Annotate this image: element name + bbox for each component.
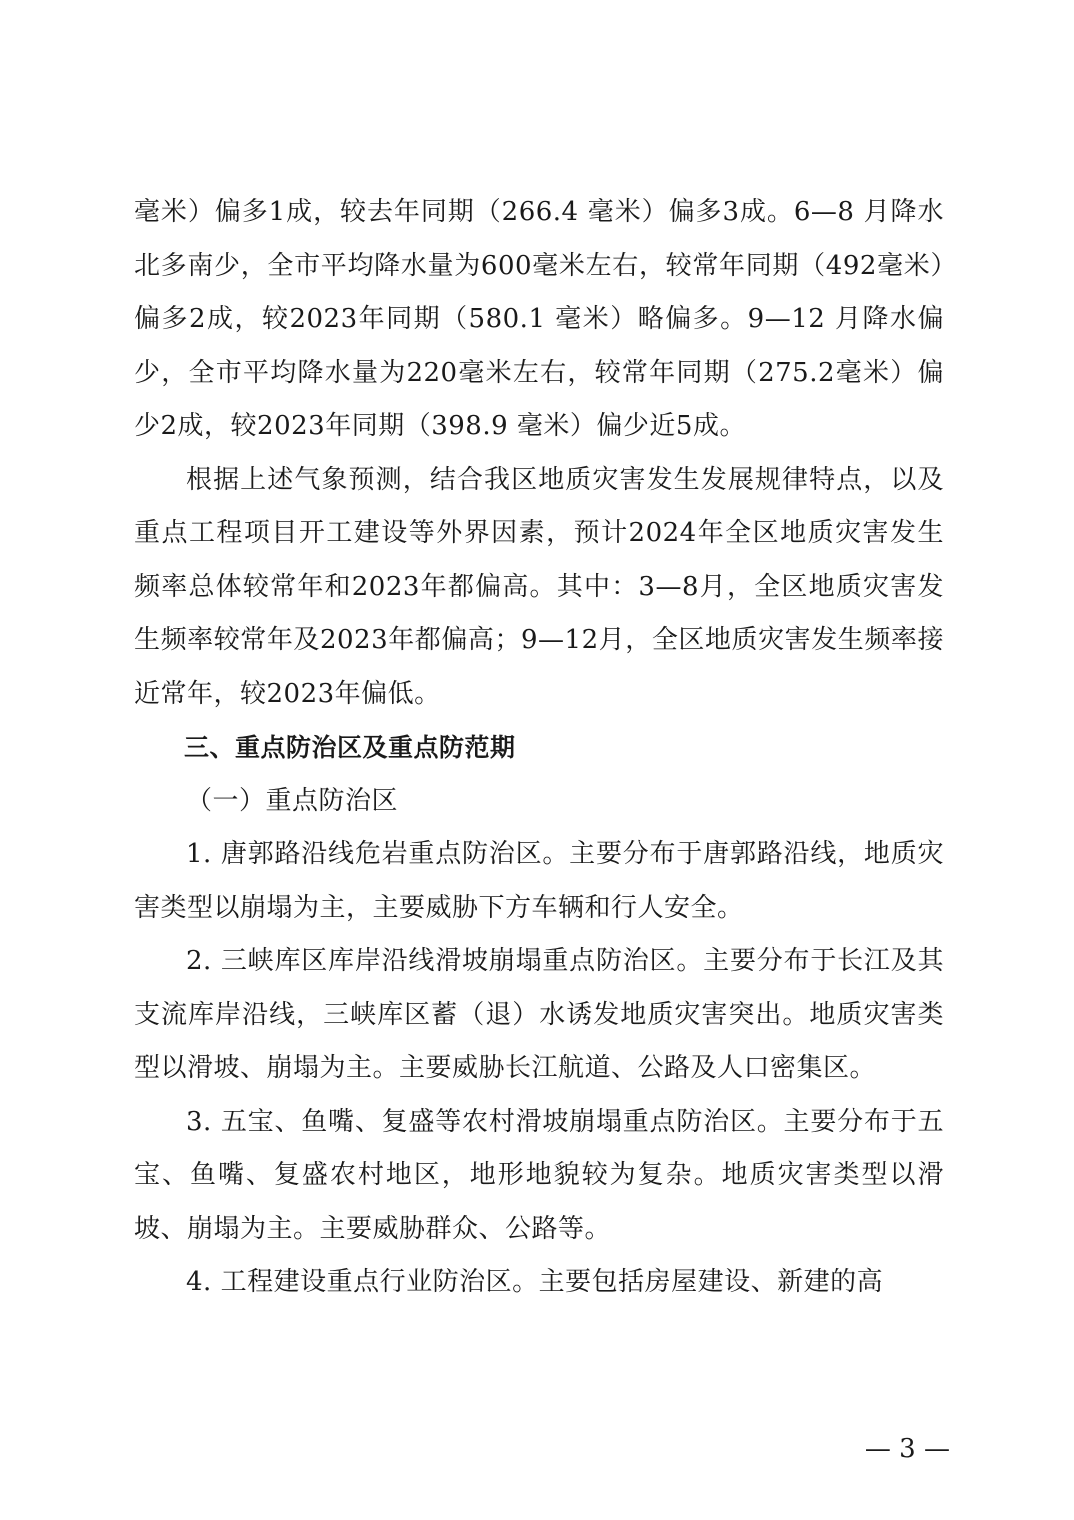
section-heading-key-areas: 三、重点防治区及重点防范期 <box>184 733 516 762</box>
body-text <box>134 186 944 1310</box>
subsection-heading-key-areas: （一）重点防治区 <box>186 785 399 816</box>
list-item-three-gorges: 2. 三峡库区库岸沿线滑坡崩塌重点防治区。主要分布于长江及其支流库岸沿线，三峡库区蓄（退）水诱发地质灾害突出。地质灾害类型以滑坡、崩塌为主。主要威胁长江航道、公路及人口密集区。 <box>134 946 944 1083</box>
list-item-tangguo-road: 1. 唐郭路沿线危岩重点防治区。主要分布于唐郭路沿线，地质灾害类型以崩塌为主，主要威胁下方车辆和行人安全。 <box>134 839 944 923</box>
list-item-rural-areas: 3. 五宝、鱼嘴、复盛等农村滑坡崩塌重点防治区。主要分布于五宝、鱼嘴、复盛农村地区，地形地貌较为复杂。地质灾害类型以滑坡、崩塌为主。主要威胁群众、公路等。 <box>134 1106 944 1244</box>
paragraph-hazard-prediction: 根据上述气象预测，结合我区地质灾害发生发展规律特点，以及重点工程项目开工建设等外界因素，预计2024年全区地质灾害发生频率总体较常年和2023年都偏高。其中：3—8月，全区地质灾害发生频率较常年及2023年都偏高；9—12月，全区地质灾害发生频率接近常年，较2023年偏低。 <box>134 464 944 709</box>
page-number: — 3 — <box>864 1434 950 1464</box>
paragraph-rainfall-forecast: 毫米）偏多1成，较去年同期（266.4 毫米）偏多3成。6—8 月降水北多南少，全市平均降水量为600毫米左右，较常年同期（492毫米）偏多2成，较2023年同期（580.1 毫米）略偏多。9—12 月降水偏少，全市平均降水量为220毫米左右，较常年同期（275.2毫米）偏少2成，较2023年同期（398.9 毫米）偏少近5成。 <box>134 197 944 441</box>
list-item-construction: 4. 工程建设重点行业防治区。主要包括房屋建设、新建的高 <box>186 1267 884 1297</box>
